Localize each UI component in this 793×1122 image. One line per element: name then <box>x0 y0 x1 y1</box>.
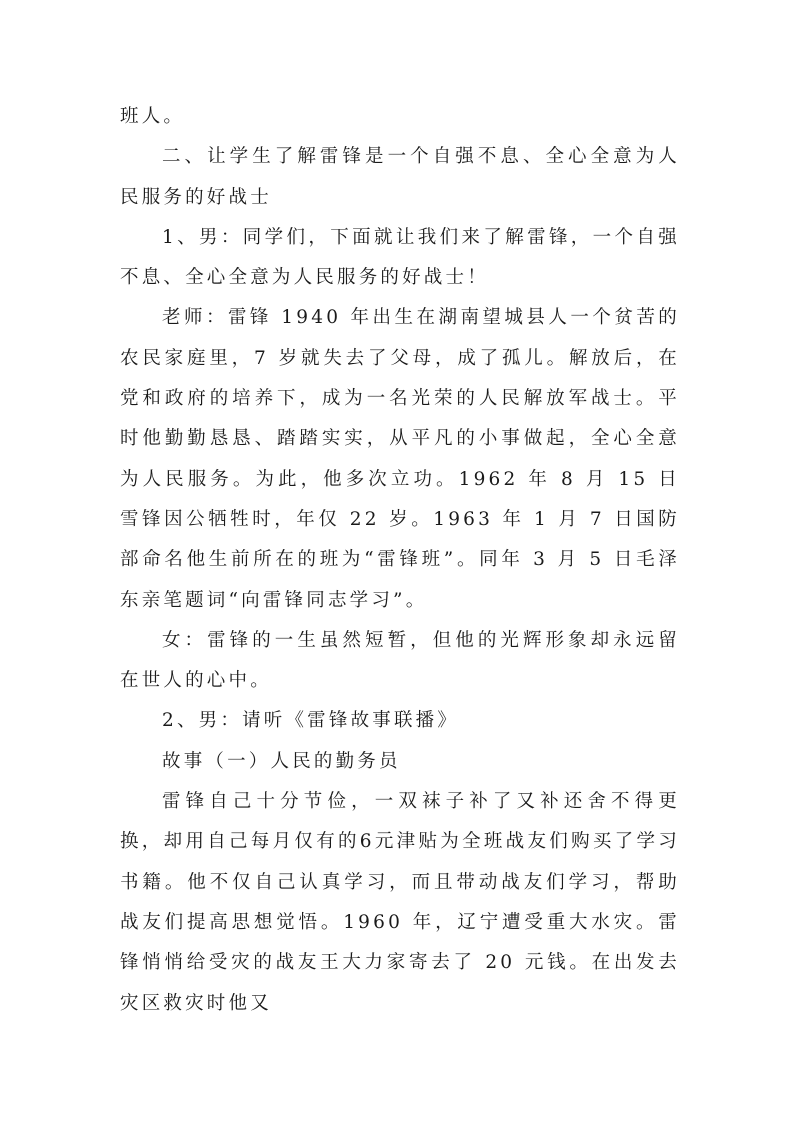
paragraph-story-1-body: 雷锋自己十分节俭，一双袜子补了又补还舍不得更换，却用自己每月仅有的6元津贴为全班战友们购买了学习书籍。他不仅自己认真学习，而且带动战友们学习，帮助战友们提高思想觉悟。1960 年，辽宁遭受重大水灾。雷锋悄悄给受灾的战友王大力家寄去了 20 元钱。在出发去灾区救灾时他又 <box>120 791 680 1014</box>
document-page <box>120 97 680 1024</box>
paragraph-male-intro: 1、男：同学们，下面就让我们来了解雷锋，一个自强不息、全心全意为人民服务的好战士！ <box>120 226 680 289</box>
section-heading-2: 二、让学生了解雷锋是一个自强不息、全心全意为人民服务的好战士 <box>120 146 680 208</box>
story-title-1: 故事（一）人民的勤务员 <box>162 750 401 772</box>
paragraph-story-broadcast: 2、男：请听《雷锋故事联播》 <box>162 710 460 732</box>
paragraph-teacher-bio: 老师：雷锋 1940 年出生在湖南望城县人一个贫苦的农民家庭里，7 岁就失去了父母，成了孤儿。解放后，在党和政府的培养下，成为一名光荣的人民解放军战士。平时他勤勤恳恳、踏踏实实，从平凡的小事做起，全心全意为人民服务。为此，他多次立功。1962 年 8 月 15 日雪锋因公牺牲时，年仅 22 岁。1963 年 1 月 7 日国防部命名他生前所在的班为“雷锋班”。同年 3 月 5 日毛泽东亲笔题词“向雷锋同志学习”。 <box>120 307 680 611</box>
paragraph-continuation: 班人。 <box>120 106 186 127</box>
paragraph-female-remark: 女：雷锋的一生虽然短暂，但他的光辉形象却永远留在世人的心中。 <box>120 629 680 692</box>
